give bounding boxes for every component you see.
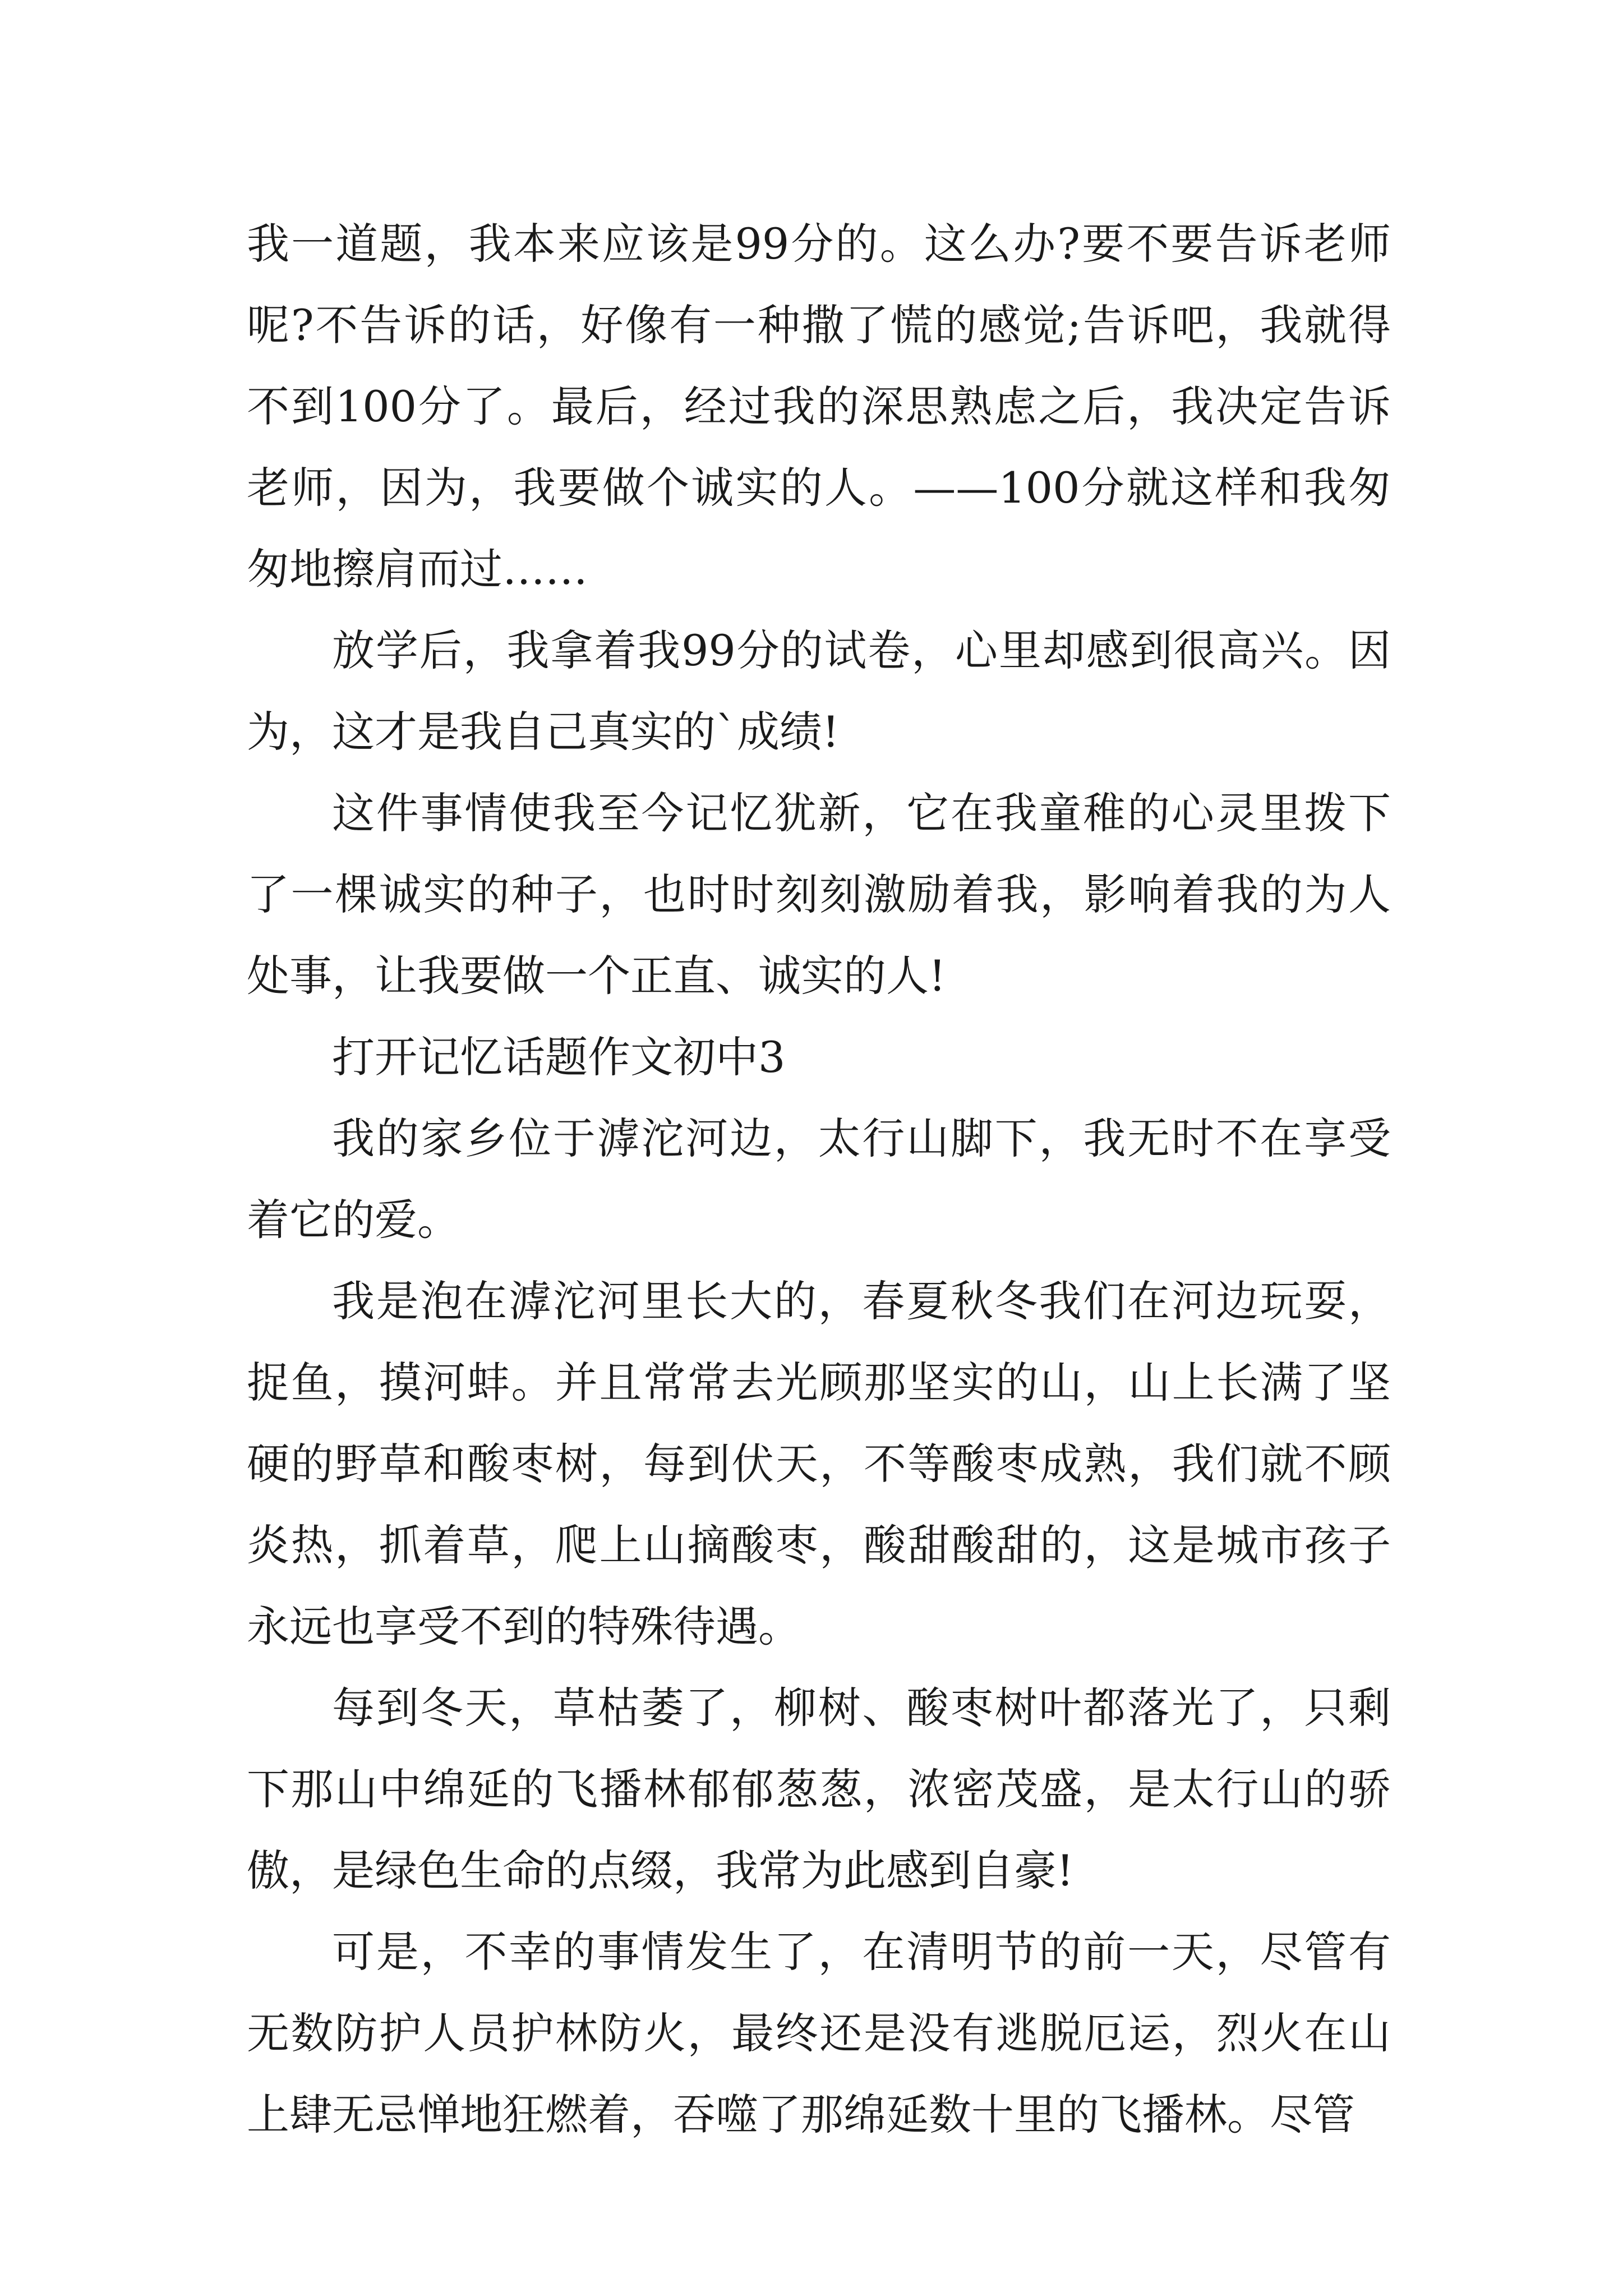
paragraph-continued: 我一道题，我本来应该是99分的。这么办?要不要告诉老师呢?不告诉的话，好像有一种撒了慌的感觉;告诉吧，我就得不到100分了。最后，经过我的深思熟虑之后，我决定告诉老师，因为，我要做个诚实的人。——100分就这样和我匆匆地擦肩而过…… — [247, 219, 1391, 594]
paragraph-fire: 可是，不幸的事情发生了，在清明节的前一天，尽管有无数防护人员护林防火，最终还是没有逃脱厄运，烈火在山上肆无忌惮地狂燃着，吞噬了那绵延数十里的飞播林。尽管 — [247, 1927, 1391, 2139]
body-text — [247, 203, 1391, 2155]
paragraph-after-school: 放学后，我拿着我99分的试卷，心里却感到很高兴。因为，这才是我自己真实的`成绩! — [247, 625, 1391, 757]
paragraph-hometown: 我的家乡位于滹沱河边，太行山脚下，我无时不在享受着它的爱。 — [247, 1114, 1391, 1245]
paragraph-childhood: 我是泡在滹沱河里长大的，春夏秋冬我们在河边玩耍，捉鱼，摸河蚌。并且常常去光顾那坚实的山，山上长满了坚硬的野草和酸枣树，每到伏天，不等酸枣成熟，我们就不顾炎热，抓着草，爬上山摘酸枣，酸甜酸甜的，这是城市孩子永远也享受不到的特殊待遇。 — [247, 1276, 1391, 1651]
section-heading: 打开记忆话题作文初中3 — [332, 1032, 786, 1082]
paragraph-memory: 这件事情使我至今记忆犹新，它在我童稚的心灵里拨下了一棵诚实的种子，也时时刻刻激励着我，影响着我的为人处事，让我要做一个正直、诚实的人! — [247, 788, 1391, 1001]
paragraph-winter: 每到冬天，草枯萎了，柳树、酸枣树叶都落光了，只剩下那山中绵延的飞播林郁郁葱葱，浓密茂盛，是太行山的骄傲，是绿色生命的点缀，我常为此感到自豪! — [247, 1683, 1391, 1895]
